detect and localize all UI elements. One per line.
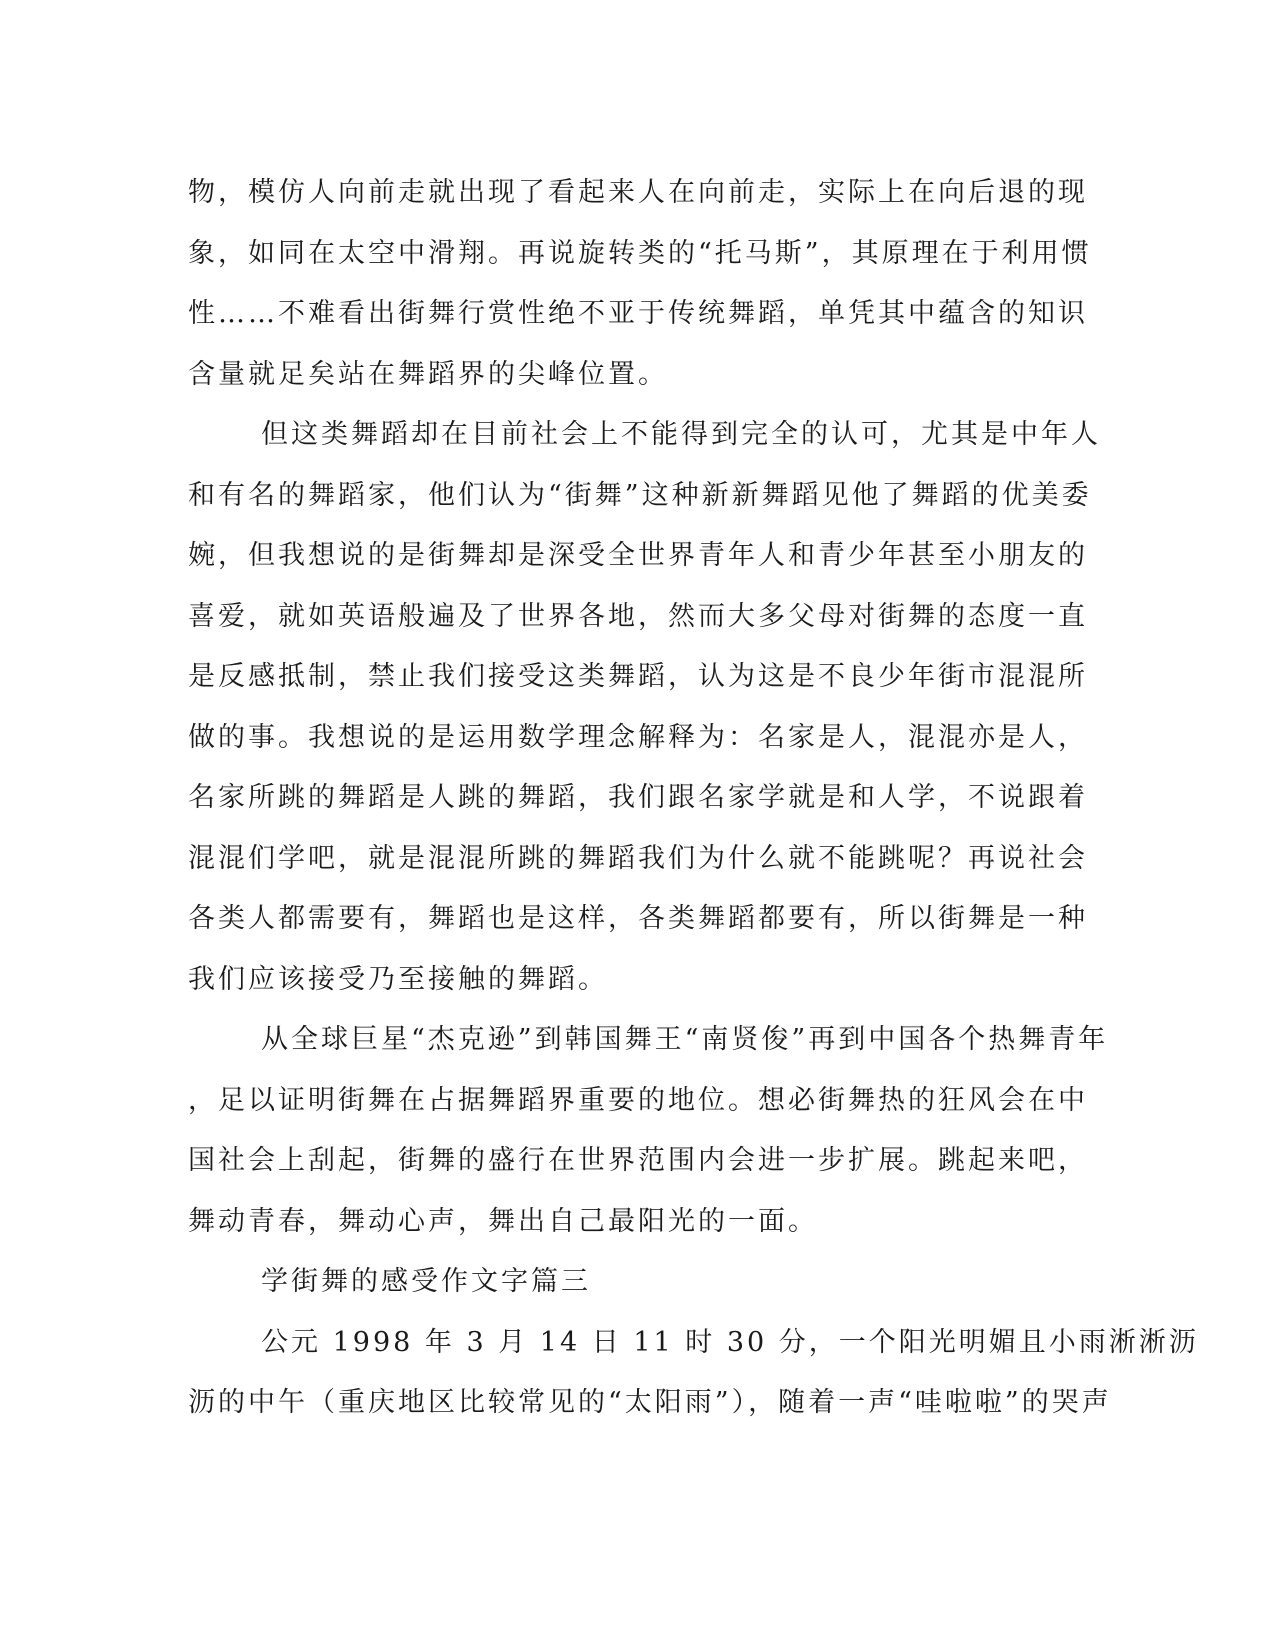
text-line: 名家所跳的舞蹈是人跳的舞蹈，我们跟名家学就是和人学，不说跟着 [188,782,1088,813]
text-line: 性……不难看出街舞行赏性绝不亚于传统舞蹈，单凭其中蕴含的知识 [188,298,1088,329]
text-line: 喜爱，就如英语般遍及了世界各地，然而大多父母对街舞的态度一直 [188,600,1088,632]
text-line: 我们应该接受乃至接触的舞蹈。 [188,963,608,995]
text-line: 但这类舞蹈却在目前社会上不能得到完全的认可，尤其是中年人 [261,419,1101,450]
text-line: 物，模仿人向前走就出现了看起来人在向前走，实际上在向后退的现 [188,177,1088,208]
text-line: 婉，但我想说的是街舞却是深受全世界青年人和青少年甚至小朋友的 [188,540,1088,571]
text-line: 公元 1998 年 3 月 14 日 11 时 30 分，一个阳光明媚且小雨淅淅沥 [261,1326,1199,1358]
text-line: 和有名的舞蹈家，他们认为“街舞”这种新新舞蹈见他了舞蹈的优美委 [188,479,1092,511]
text-line: 象，如同在太空中滑翔。再说旋转类的“托马斯”，其原理在于利用惯 [188,237,1092,269]
section-heading: 学街舞的感受作文字篇三 [261,1266,591,1297]
text-line: ，足以证明街舞在占据舞蹈界重要的地位。想必街舞热的狂风会在中 [188,1084,1088,1116]
text-line: 国社会上刮起，街舞的盛行在世界范围内会进一步扩展。跳起来吧， [188,1145,1088,1176]
text-line: 是反感抵制，禁止我们接受这类舞蹈，认为这是不良少年街市混混所 [188,661,1088,692]
text-line: 舞动青春，舞动心声，舞出自己最阳光的一面。 [188,1205,818,1237]
text-line: 从全球巨星“杰克逊”到韩国舞王“南贤俊”再到中国各个热舞青年 [261,1024,1109,1055]
text-line: 各类人都需要有，舞蹈也是这样，各类舞蹈都要有，所以街舞是一种 [188,903,1088,934]
body-text [188,163,1199,1434]
text-line: 做的事。我想说的是运用数学理念解释为：名家是人，混混亦是人， [188,721,1088,753]
text-line: 含量就足矣站在舞蹈界的尖峰位置。 [188,358,668,390]
text-line: 沥的中午（重庆地区比较常见的“太阳雨”），随着一声“哇啦啦”的哭声 [188,1387,1112,1418]
text-line: 混混们学吧，就是混混所跳的舞蹈我们为什么就不能跳呢？再说社会 [188,842,1088,874]
